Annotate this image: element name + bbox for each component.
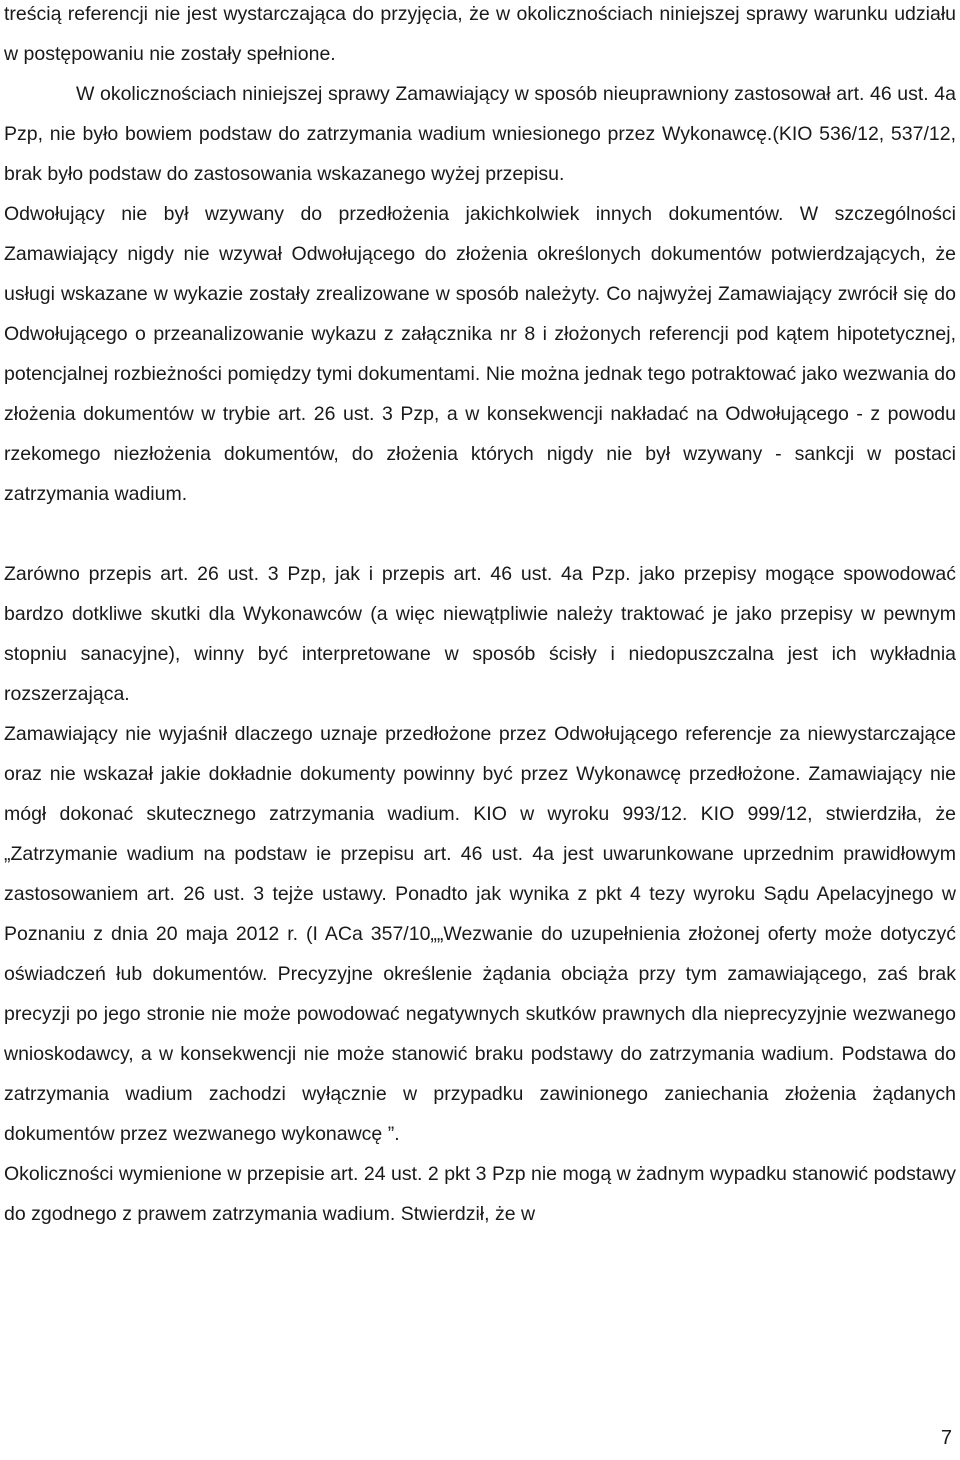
document-page: [4, 0, 956, 1234]
paragraph-circumstances: Okoliczności wymienione w przepisie art. 24 ust. 2 pkt 3 Pzp nie mogą w żadnym wypadku stanowić podstawy do zgodnego z prawem zatrzymania wadium. Stwierdził, że w: [4, 1163, 956, 1225]
paragraph-not-summoned: Odwołujący nie był wzywany do przedłożenia jakichkolwiek innych dokumentów. W szczególności Zamawiający nigdy nie wzywał Odwołującego do złożenia określonych dokumentów potwierdzających, że usługi wskazane w wykazie zostały zrealizowane w sposób należyty. Co najwyżej Zamawiający zwrócił się do Odwołującego o przeanalizowanie wykazu z załącznika nr 8 i złożonych referencji pod kątem hipotetycznej, potencjalnej rozbieżności pomiędzy tymi dokumentami. Nie można jednak tego potraktować jako wezwania do złożenia dokumentów w trybie art. 26 ust. 3 Pzp, a w konsekwencji nakładać na Odwołującego - z powodu rzekomego niezłożenia dokumentów, do złożenia których nigdy nie był wzywany - sankcji w postaci zatrzymania wadium.: [4, 203, 956, 505]
paragraph-strict-interpretation: Zarówno przepis art. 26 ust. 3 Pzp, jak i przepis art. 46 ust. 4a Pzp. jako przepisy mogące spowodować bardzo dotkliwe skutki dla Wykonawców (a więc niewątpliwie należy traktować je jako przepisy w pewnym stopniu sanacyjne), winny być interpretowane w sposób ścisły i niedopuszczalna jest ich wykładnia rozszerzająca.: [4, 563, 956, 705]
page-number: 7: [940, 1427, 952, 1449]
paragraph-continuation: treścią referencji nie jest wystarczająca do przyjęcia, że w okolicznościach niniejszej sprawy warunku udziału w postępowaniu nie zostały spełnione.: [4, 3, 956, 65]
paragraph-gap: [4, 514, 956, 554]
paragraph-unauthorized-application: W okolicznościach niniejszej sprawy Zamawiający w sposób nieuprawniony zastosował art. 46 ust. 4a Pzp, nie było bowiem podstaw do zatrzymania wadium wniesionego przez Wykonawcę.(KIO 536/12, 537/12, brak było podstaw do zastosowania wskazanego wyżej przepisu.: [4, 83, 956, 185]
paragraph-kio-ruling: Zamawiający nie wyjaśnił dlaczego uznaje przedłożone przez Odwołującego referencje za niewystarczające oraz nie wskazał jakie dokładnie dokumenty powinny być przez Wykonawcę przedłożone. Zamawiający nie mógł dokonać skutecznego zatrzymania wadium. KIO w wyroku 993/12. KIO 999/12, stwierdziła, że „Zatrzymanie wadium na podstaw ie przepisu art. 46 ust. 4a jest uwarunkowane uprzednim prawidłowym zastosowaniem art. 26 ust. 3 tejże ustawy. Ponadto jak wynika z pkt 4 tezy wyroku Sądu Apelacyjnego w Poznaniu z dnia 20 maja 2012 r. (I ACa 357/10„„Wezwanie do uzupełnienia złożonej oferty może dotyczyć oświadczeń łub dokumentów. Precyzyjne określenie żądania obciąża przy tym zamawiającego, zaś brak precyzji po jego stronie nie może powodować negatywnych skutków prawnych dla nieprecyzyjnie wezwanego wnioskodawcy, a w konsekwencji nie może stanowić braku podstawy do zatrzymania wadium. Podstawa do zatrzymania wadium zachodzi wyłącznie w przypadku zawinionego zaniechania złożenia żądanych dokumentów przez wezwanego wykonawcę ”.: [4, 723, 956, 1145]
